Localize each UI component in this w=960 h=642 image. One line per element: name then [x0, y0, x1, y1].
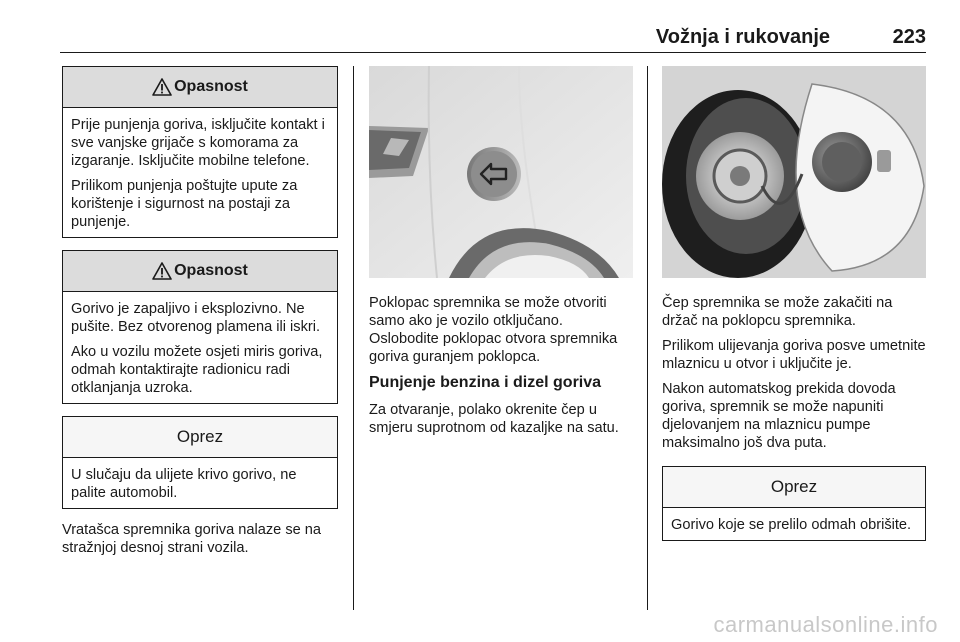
- body-paragraph: Čep spremnika se može zakačiti na držač na poklopcu spremnika.: [662, 295, 893, 329]
- column-3: [662, 66, 926, 553]
- danger-paragraph: Prilikom punjenja poštujte upute za korištenje i sigurnost na postaji za punjenje.: [71, 178, 298, 230]
- danger-box-body: [63, 292, 337, 403]
- caution-box-2: [662, 466, 926, 541]
- column-1: [62, 66, 338, 564]
- watermark: carmanualsonline.info: [713, 612, 938, 637]
- danger-box-heading: [63, 251, 337, 292]
- column-divider: [353, 66, 354, 610]
- fuel-door-photo: [369, 66, 633, 278]
- warning-triangle-icon: [152, 262, 172, 280]
- body-paragraph: Prilikom ulijevanja goriva posve umetnite mlaznicu u otvor i uključite je.: [662, 338, 926, 372]
- section-title: Vožnja i rukovanje: [655, 26, 830, 48]
- fuel-cap-photo: [662, 66, 926, 278]
- danger-box-heading-text: Opasnost: [174, 262, 248, 279]
- danger-paragraph: Gorivo je zapaljivo i eksplozivno. Ne pušite. Bez otvorenog plamena ili iskri.: [71, 301, 321, 335]
- page-number: 223: [892, 26, 926, 48]
- page-header: [60, 26, 926, 53]
- danger-box-heading-text: Opasnost: [174, 78, 248, 95]
- caution-box-body: [663, 508, 925, 540]
- warning-triangle-icon: [152, 78, 172, 96]
- photo-caption: Poklopac spremnika se može otvoriti samo ako je vozilo otključano. Oslobodite poklopac otvora spremnika goriva guranjem poklopca.: [369, 295, 618, 365]
- danger-box-2: [62, 250, 338, 404]
- caution-paragraph: U slučaju da ulijete krivo gorivo, ne palite automobil.: [71, 467, 297, 501]
- danger-box-body: [63, 108, 337, 237]
- caution-box-body: [63, 458, 337, 508]
- body-paragraph: Vratašca spremnika goriva nalaze se na stražnjoj desnoj strani vozila.: [62, 522, 322, 556]
- danger-paragraph: Ako u vozilu možete osjeti miris goriva, odmah kontaktirajte radionicu radi otklanjanja uzroka.: [71, 344, 323, 396]
- danger-paragraph: Prije punjenja goriva, isključite kontakt i sve vanjske grijače s komorama za izgaranje. Isključite mobilne telefone.: [71, 117, 325, 169]
- danger-box-1: [62, 66, 338, 238]
- column-divider: [647, 66, 648, 610]
- caution-box-heading: Oprez: [63, 417, 337, 458]
- body-paragraph: Za otvaranje, polako okrenite čep u smjeru suprotnom od kazaljke na satu.: [369, 402, 619, 436]
- subheading: Punjenje benzina i dizel goriva: [369, 374, 602, 391]
- caution-paragraph: Gorivo koje se prelilo odmah obrišite.: [671, 517, 912, 533]
- caution-box-1: [62, 416, 338, 509]
- caution-box-heading: Oprez: [663, 467, 925, 508]
- body-paragraph: Nakon automatskog prekida dovoda goriva, spremnik se može napuniti djelovanjem na mlaznicu pumpe maksimalno još dva puta.: [662, 381, 896, 451]
- column-2: [369, 66, 633, 444]
- danger-box-heading: [63, 67, 337, 108]
